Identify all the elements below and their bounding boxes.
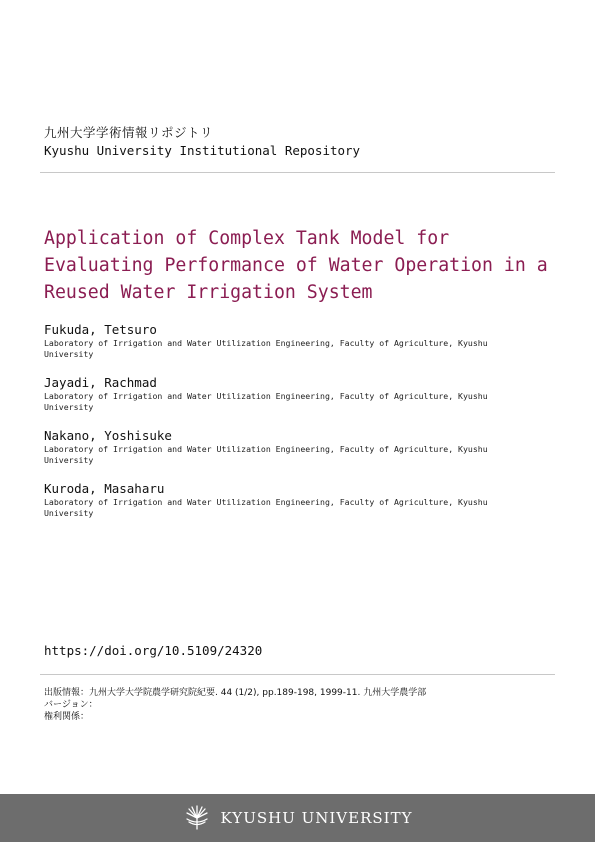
repository-header — [44, 124, 360, 159]
bottom-divider — [40, 674, 555, 675]
title-line: Reused Water Irrigation System — [44, 282, 373, 303]
title-line: Application of Complex Tank Model for — [44, 228, 450, 249]
author-entry — [44, 375, 544, 428]
footer-brand-text: KYUSHU UNIVERSITY — [220, 809, 413, 827]
footer-banner — [0, 794, 595, 842]
version-info: バージョン： — [44, 700, 98, 710]
author-name: Fukuda, Tetsuro — [44, 322, 157, 337]
ginkgo-logo-icon — [183, 804, 211, 832]
title-line: Evaluating Performance of Water Operation in a — [44, 255, 548, 276]
author-entry — [44, 428, 544, 481]
publication-info: 出版情報：九州大学大学院農学研究院紀要. 44 (1/2), pp.189-198, 1999-11. 九州大学農学部 — [44, 688, 427, 698]
author-list — [44, 322, 544, 534]
repository-name-jp: 九州大学学術情報リポジトリ — [44, 125, 214, 140]
publication-meta — [44, 687, 426, 723]
footer-brand — [183, 804, 413, 832]
paper-title — [44, 225, 559, 306]
repository-name-en: Kyushu University Institutional Repository — [44, 143, 361, 158]
author-affiliation: Laboratory of Irrigation and Water Utilization Engineering, Faculty of Agriculture, Kyushu University — [44, 338, 488, 359]
rights-info: 権利関係： — [44, 712, 90, 722]
author-entry — [44, 322, 544, 375]
author-affiliation: Laboratory of Irrigation and Water Utilization Engineering, Faculty of Agriculture, Kyushu University — [44, 444, 488, 465]
doi-link[interactable]: https://doi.org/10.5109/24320 — [44, 643, 263, 658]
author-affiliation: Laboratory of Irrigation and Water Utilization Engineering, Faculty of Agriculture, Kyushu University — [44, 391, 488, 412]
author-entry — [44, 481, 544, 534]
author-affiliation: Laboratory of Irrigation and Water Utilization Engineering, Faculty of Agriculture, Kyushu University — [44, 497, 488, 518]
top-divider — [40, 172, 555, 173]
author-name: Kuroda, Masaharu — [44, 481, 165, 496]
author-name: Nakano, Yoshisuke — [44, 428, 172, 443]
author-name: Jayadi, Rachmad — [44, 375, 157, 390]
